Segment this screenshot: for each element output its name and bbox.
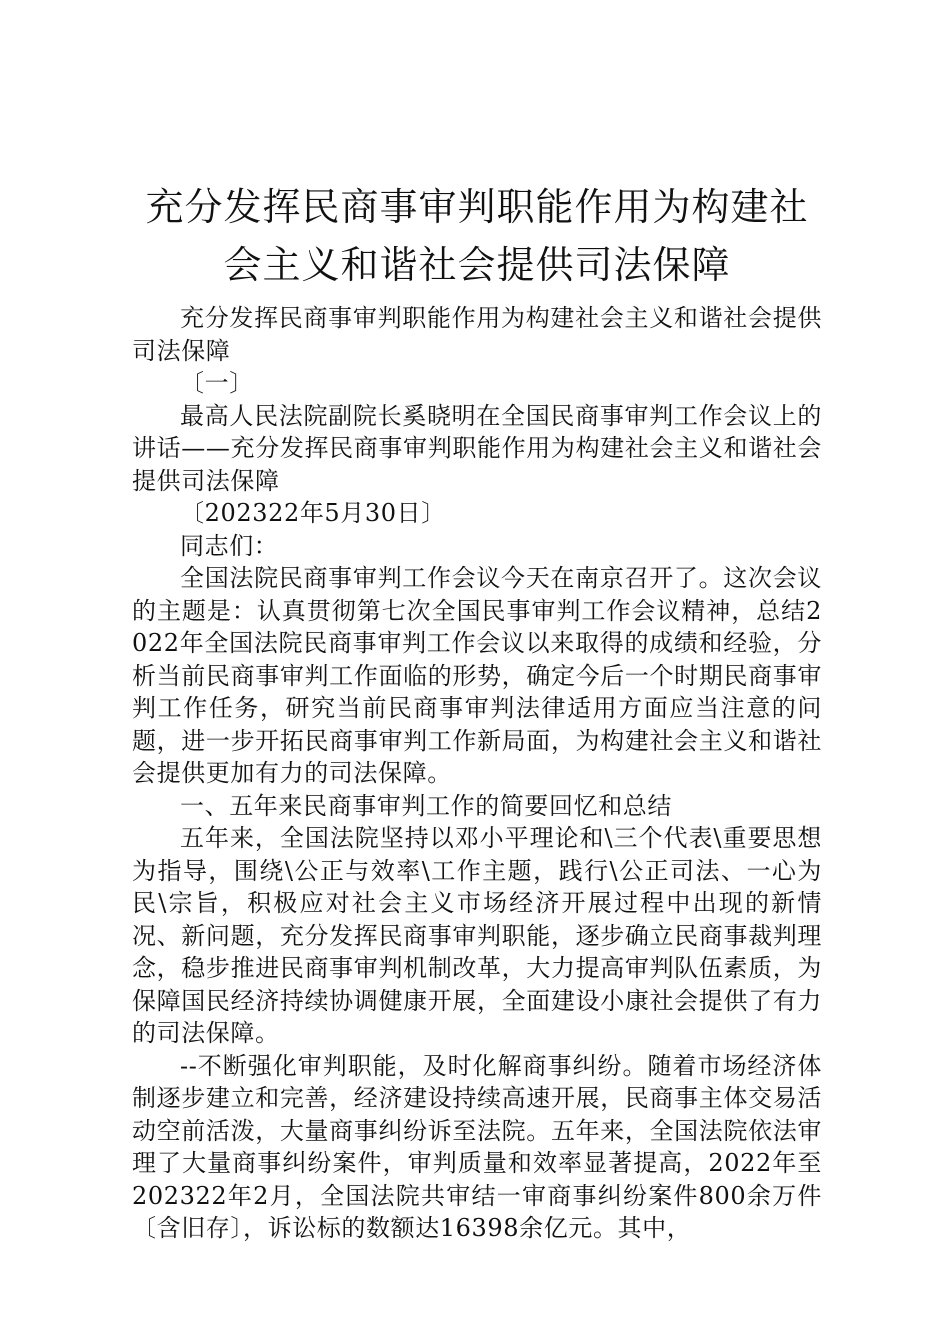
paragraph-date: 〔202322年5月30日〕 [180,499,446,527]
paragraph-strengthen-trial: --不断强化审判职能，及时化解商事纠纷。随着市场经济体制逐步建立和完善，经济建设持续高速开展，民商事主体交易活动空前活泼，大量商事纠纷诉至法院。五年来，全国法院依法审理了大量商事纠纷案件，审判质量和效率显著提高，2022年至202322年2月，全国法院共审结一审商事纠纷案件800余万件〔含旧存〕，诉讼标的数额达16398余亿元。其中， [132,1051,822,1242]
paragraph-section-heading: 一、五年来民商事审判工作的简要回忆和总结 [180,791,672,820]
document-title: 充分发挥民商事审判职能作用为构建社会主义和谐社会提供司法保障 [145,185,809,287]
paragraph-meeting-intro: 全国法院民商事审判工作会议今天在南京召开了。这次会议的主题是：认真贯彻第七次全国民事审判工作会议精神，总结2022年全国法院民商事审判工作会议以来取得的成绩和经验，分析当前民商事审判工作面临的形势，确定今后一个时期民商事审判工作任务，研究当前民商事审判法律适用方面应当注意的问题，进一步开拓民商事审判工作新局面，为构建社会主义和谐社会提供更加有力的司法保障。 [132,564,822,787]
paragraph-speech-source: 最高人民法院副院长奚晓明在全国民商事审判工作会议上的讲话——充分发挥民商事审判职能作用为构建社会主义和谐社会提供司法保障 [132,401,822,495]
paragraph-section-number: 〔一〕 [180,369,254,397]
document-body [132,302,822,1245]
paragraph-five-year-summary: 五年来，全国法院坚持以邓小平理论和\三个代表\重要思想为指导，围绕\公正与效率\工作主题，践行\公正司法、一心为民\宗旨，积极应对社会主义市场经济开展过程中出现的新情况、新问题，充分发挥民商事审判职能，逐步确立民商事裁判理念，稳步推进民商事审判机制改革，大力提高审判队伍素质，为保障国民经济持续协调健康开展，全面建设小康社会提供了有力的司法保障。 [132,824,822,1047]
paragraph-heading-repeat: 充分发挥民商事审判职能作用为构建社会主义和谐社会提供司法保障 [132,304,822,365]
document-page [132,178,822,1245]
paragraph-salutation: 同志们： [180,531,279,560]
